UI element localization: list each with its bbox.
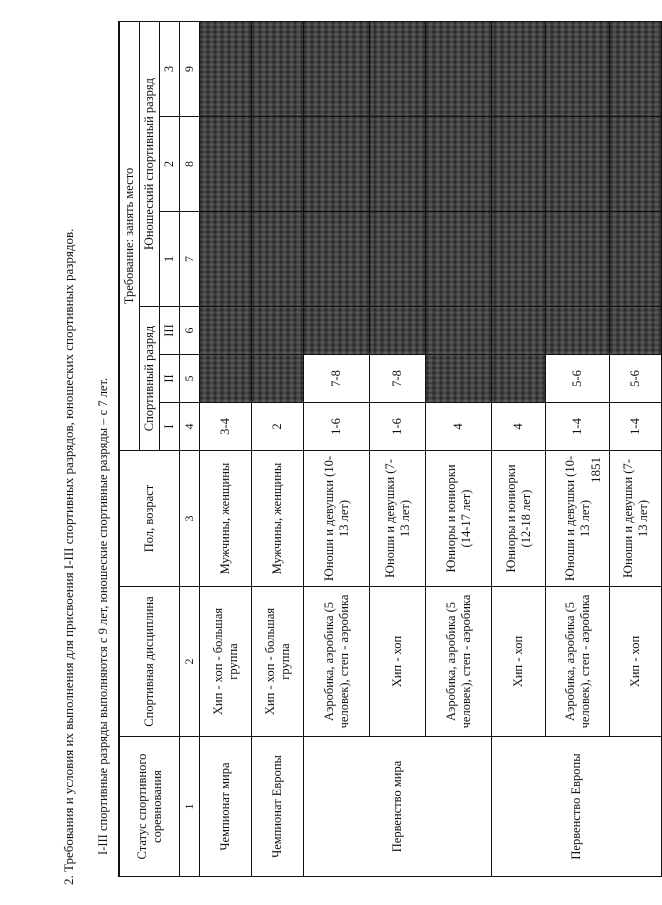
- youth-1-cell: [252, 212, 304, 307]
- header-rank-ii: II: [160, 355, 180, 403]
- rank-iii-cell: [252, 307, 304, 355]
- column-number: 9: [180, 21, 200, 116]
- column-number: 2: [180, 587, 200, 737]
- youth-1-cell: [426, 212, 492, 307]
- youth-1-cell: [370, 212, 426, 307]
- rank-iii-cell: [610, 307, 662, 355]
- column-number: 3: [180, 451, 200, 587]
- column-number: 1: [180, 737, 200, 877]
- header-row-1: [119, 21, 140, 876]
- discipline-cell: Хип - хоп: [370, 587, 426, 737]
- youth-3-cell: [610, 21, 662, 116]
- youth-3-cell: [304, 21, 370, 116]
- youth-3-cell: [370, 21, 426, 116]
- rank-i-cell: 3-4: [200, 403, 252, 451]
- sex-age-cell: Юноши и девушки (7-13 лет): [610, 451, 662, 587]
- rank-i-cell: 2: [252, 403, 304, 451]
- youth-3-cell: [252, 21, 304, 116]
- status-cell: Первенство мира: [304, 737, 492, 877]
- section-subheading: I-III спортивные разряды выполняются с 9 лет, юношеские спортивные разряды – с 7 лет.: [96, 377, 110, 855]
- sex-age-cell: Юноши и девушки (10-13 лет): [546, 451, 610, 587]
- rank-ii-cell: [252, 355, 304, 403]
- sex-age-cell: Юноши и девушки (7-13 лет): [370, 451, 426, 587]
- rank-ii-cell: 5-6: [610, 355, 662, 403]
- status-cell: Чемпионат Европы: [252, 737, 304, 877]
- youth-2-cell: [546, 117, 610, 212]
- table-row: [304, 21, 370, 876]
- discipline-cell: Хип - хоп: [610, 587, 662, 737]
- section-heading: 2. Требования и условия их выполнения для присвоения I-III спортивных разрядов, юношеских спортивных разрядов.: [61, 228, 76, 885]
- discipline-cell: Аэробика, аэробика (5 человек), степ - аэробика: [546, 587, 610, 737]
- header-sex-age: Пол, возраст: [119, 451, 180, 587]
- youth-1-cell: [200, 212, 252, 307]
- column-number: 5: [180, 355, 200, 403]
- header-youth-2: 2: [160, 117, 180, 212]
- sex-age-cell: Мужчины, женщины: [252, 451, 304, 587]
- youth-3-cell: [426, 21, 492, 116]
- header-status: Статус спортивного соревнования: [119, 737, 180, 877]
- rank-ii-cell: [426, 355, 492, 403]
- header-sport-rank: Спортивный разряд: [140, 307, 160, 451]
- youth-3-cell: [492, 21, 546, 116]
- table-row: [252, 21, 304, 876]
- rank-ii-cell: [492, 355, 546, 403]
- rank-ii-cell: 5-6: [546, 355, 610, 403]
- youth-1-cell: [492, 212, 546, 307]
- youth-3-cell: [200, 21, 252, 116]
- header-rank-iii: III: [160, 307, 180, 355]
- header-youth-1: 1: [160, 212, 180, 307]
- rank-i-cell: 1-4: [546, 403, 610, 451]
- rank-iii-cell: [304, 307, 370, 355]
- youth-2-cell: [304, 117, 370, 212]
- requirements-table: [118, 21, 662, 877]
- rank-i-cell: 1-6: [304, 403, 370, 451]
- discipline-cell: Хип - хоп - большая группа: [252, 587, 304, 737]
- column-number-row: [180, 21, 200, 876]
- sex-age-cell: Юноши и девушки (10-13 лет): [304, 451, 370, 587]
- youth-2-cell: [252, 117, 304, 212]
- header-youth-rank: Юношеский спортивный разряд: [140, 21, 160, 306]
- sex-age-cell: Юниоры и юниорки (12-18 лет): [492, 451, 546, 587]
- rank-iii-cell: [546, 307, 610, 355]
- youth-2-cell: [426, 117, 492, 212]
- rank-i-cell: 1-4: [610, 403, 662, 451]
- youth-2-cell: [492, 117, 546, 212]
- discipline-cell: Хип - хоп: [492, 587, 546, 737]
- rank-iii-cell: [370, 307, 426, 355]
- header-requirement: Требование: занять место: [119, 21, 140, 450]
- rotated-document: [60, 15, 650, 885]
- sex-age-cell: Юниоры и юниорки (14-17 лет): [426, 451, 492, 587]
- header-rank-i: I: [160, 403, 180, 451]
- rank-i-cell: 1-6: [370, 403, 426, 451]
- discipline-cell: Аэробика, аэробика (5 человек), степ - аэробика: [304, 587, 370, 737]
- column-number: 7: [180, 212, 200, 307]
- youth-1-cell: [304, 212, 370, 307]
- rank-i-cell: 4: [426, 403, 492, 451]
- youth-2-cell: [370, 117, 426, 212]
- rank-iii-cell: [426, 307, 492, 355]
- rank-iii-cell: [492, 307, 546, 355]
- table-row: [492, 21, 546, 876]
- status-cell: Первенство Европы: [492, 737, 662, 877]
- youth-2-cell: [610, 117, 662, 212]
- page-number: 1851: [588, 457, 603, 483]
- rank-ii-cell: [200, 355, 252, 403]
- youth-2-cell: [200, 117, 252, 212]
- rank-i-cell: 4: [492, 403, 546, 451]
- status-cell: Чемпионат мира: [200, 737, 252, 877]
- discipline-cell: Аэробика, аэробика (5 человек), степ - аэробика: [426, 587, 492, 737]
- rank-iii-cell: [200, 307, 252, 355]
- sex-age-cell: Мужчины, женщины: [200, 451, 252, 587]
- table-row: [200, 21, 252, 876]
- rank-ii-cell: 7-8: [304, 355, 370, 403]
- column-number: 6: [180, 307, 200, 355]
- header-youth-3: 3: [160, 21, 180, 116]
- youth-1-cell: [610, 212, 662, 307]
- youth-1-cell: [546, 212, 610, 307]
- youth-3-cell: [546, 21, 610, 116]
- rank-ii-cell: 7-8: [370, 355, 426, 403]
- header-discipline: Спортивная дисциплина: [119, 587, 180, 737]
- column-number: 4: [180, 403, 200, 451]
- column-number: 8: [180, 117, 200, 212]
- discipline-cell: Хип - хоп - большая группа: [200, 587, 252, 737]
